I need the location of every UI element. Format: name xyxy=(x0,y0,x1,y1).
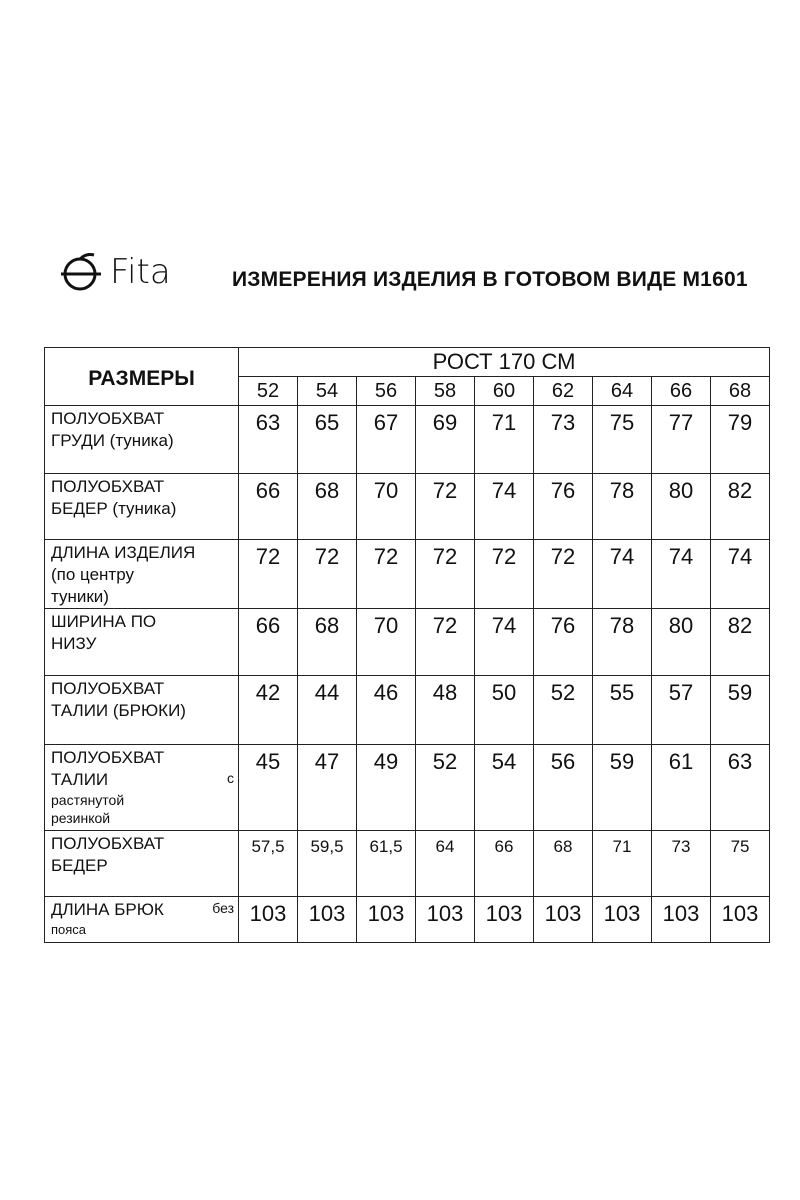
value-cell: 66 xyxy=(475,831,534,897)
table-row xyxy=(45,609,770,676)
row-label-line: туники) xyxy=(51,587,109,606)
value-cell: 67 xyxy=(357,406,416,474)
size-cell: 54 xyxy=(298,377,357,406)
value-cell: 46 xyxy=(357,676,416,745)
size-cell: 60 xyxy=(475,377,534,406)
value-cell: 76 xyxy=(534,609,593,676)
table-row xyxy=(45,540,770,609)
value-cell: 72 xyxy=(416,540,475,609)
row-label-text: ТАЛИИ xyxy=(51,770,109,789)
row-label xyxy=(45,609,239,676)
value-cell: 59 xyxy=(711,676,770,745)
row-label-line: БЕДЕР xyxy=(51,856,108,875)
brand-logo xyxy=(58,252,171,292)
row-label-line: ПОЛУОБХВАТ xyxy=(51,409,165,428)
row-label-line: резинкой xyxy=(51,810,111,826)
value-cell: 72 xyxy=(239,540,298,609)
row-label-line: растянутой xyxy=(51,792,125,808)
value-cell: 56 xyxy=(534,745,593,831)
value-cell: 66 xyxy=(239,609,298,676)
row-label-text: ДЛИНА БРЮК xyxy=(51,900,164,919)
row-label xyxy=(45,474,239,540)
value-cell: 71 xyxy=(593,831,652,897)
value-cell: 71 xyxy=(475,406,534,474)
value-cell: 74 xyxy=(711,540,770,609)
row-label xyxy=(45,745,239,831)
value-cell: 72 xyxy=(416,474,475,540)
value-cell: 72 xyxy=(298,540,357,609)
logo-text: Fita xyxy=(110,252,171,292)
row-label xyxy=(45,540,239,609)
value-cell: 79 xyxy=(711,406,770,474)
size-cell: 58 xyxy=(416,377,475,406)
value-cell: 61 xyxy=(652,745,711,831)
value-cell: 45 xyxy=(239,745,298,831)
value-cell: 72 xyxy=(357,540,416,609)
value-cell: 74 xyxy=(652,540,711,609)
value-cell: 78 xyxy=(593,609,652,676)
row-label-line: ПОЛУОБХВАТ xyxy=(51,477,165,496)
row-label-line xyxy=(51,899,234,921)
value-cell: 80 xyxy=(652,609,711,676)
value-cell: 44 xyxy=(298,676,357,745)
value-cell: 103 xyxy=(298,897,357,943)
row-label-line: ТАЛИИ (БРЮКИ) xyxy=(51,701,186,720)
value-cell: 72 xyxy=(416,609,475,676)
value-cell: 77 xyxy=(652,406,711,474)
table-row xyxy=(45,406,770,474)
value-cell: 103 xyxy=(534,897,593,943)
row-label-text: без xyxy=(212,900,234,916)
value-cell: 42 xyxy=(239,676,298,745)
page-title: ИЗМЕРЕНИЯ ИЗДЕЛИЯ В ГОТОВОМ ВИДЕ М1601 xyxy=(232,268,748,291)
value-cell: 64 xyxy=(416,831,475,897)
value-cell: 72 xyxy=(534,540,593,609)
value-cell: 48 xyxy=(416,676,475,745)
table-row xyxy=(45,676,770,745)
value-cell: 70 xyxy=(357,609,416,676)
value-cell: 57 xyxy=(652,676,711,745)
size-cell: 68 xyxy=(711,377,770,406)
value-cell: 73 xyxy=(534,406,593,474)
value-cell: 55 xyxy=(593,676,652,745)
size-chart-table xyxy=(44,347,770,943)
value-cell: 103 xyxy=(475,897,534,943)
value-cell: 103 xyxy=(711,897,770,943)
row-label-line: ПОЛУОБХВАТ xyxy=(51,679,165,698)
row-label-line: ПОЛУОБХВАТ xyxy=(51,834,165,853)
value-cell: 78 xyxy=(593,474,652,540)
value-cell: 70 xyxy=(357,474,416,540)
row-label-line: пояса xyxy=(51,922,87,937)
value-cell: 68 xyxy=(298,474,357,540)
row-label-line: ДЛИНА ИЗДЕЛИЯ xyxy=(51,543,196,562)
table-row xyxy=(45,474,770,540)
value-cell: 59,5 xyxy=(298,831,357,897)
height-header: РОСТ 170 СМ xyxy=(239,348,770,377)
value-cell: 52 xyxy=(534,676,593,745)
sizes-header: РАЗМЕРЫ xyxy=(45,348,239,406)
value-cell: 50 xyxy=(475,676,534,745)
value-cell: 52 xyxy=(416,745,475,831)
size-cell: 66 xyxy=(652,377,711,406)
size-cell: 62 xyxy=(534,377,593,406)
value-cell: 65 xyxy=(298,406,357,474)
table-row xyxy=(45,831,770,897)
row-label-line: ПОЛУОБХВАТ xyxy=(51,748,165,767)
row-label-line: ШИРИНА ПО xyxy=(51,612,157,631)
value-cell: 57,5 xyxy=(239,831,298,897)
value-cell: 61,5 xyxy=(357,831,416,897)
row-label xyxy=(45,676,239,745)
row-label xyxy=(45,897,239,943)
table-row xyxy=(45,745,770,831)
value-cell: 103 xyxy=(652,897,711,943)
size-cell: 64 xyxy=(593,377,652,406)
value-cell: 80 xyxy=(652,474,711,540)
value-cell: 59 xyxy=(593,745,652,831)
row-label xyxy=(45,406,239,474)
value-cell: 82 xyxy=(711,609,770,676)
value-cell: 63 xyxy=(711,745,770,831)
row-label-line: (по центру xyxy=(51,565,134,584)
row-label xyxy=(45,831,239,897)
value-cell: 49 xyxy=(357,745,416,831)
row-label-line: ГРУДИ (туника) xyxy=(51,431,174,450)
value-cell: 54 xyxy=(475,745,534,831)
value-cell: 74 xyxy=(475,609,534,676)
value-cell: 103 xyxy=(357,897,416,943)
value-cell: 69 xyxy=(416,406,475,474)
row-label-line: БЕДЕР (туника) xyxy=(51,499,177,518)
value-cell: 75 xyxy=(711,831,770,897)
value-cell: 76 xyxy=(534,474,593,540)
value-cell: 82 xyxy=(711,474,770,540)
value-cell: 66 xyxy=(239,474,298,540)
table-row xyxy=(45,897,770,943)
value-cell: 63 xyxy=(239,406,298,474)
value-cell: 103 xyxy=(593,897,652,943)
size-cell: 52 xyxy=(239,377,298,406)
value-cell: 73 xyxy=(652,831,711,897)
row-label-text: с xyxy=(227,770,234,786)
value-cell: 68 xyxy=(534,831,593,897)
row-label-line: НИЗУ xyxy=(51,634,97,653)
fita-logo-icon xyxy=(58,252,104,292)
value-cell: 74 xyxy=(475,474,534,540)
value-cell: 103 xyxy=(239,897,298,943)
value-cell: 68 xyxy=(298,609,357,676)
value-cell: 72 xyxy=(475,540,534,609)
size-cell: 56 xyxy=(357,377,416,406)
row-label-line xyxy=(51,769,234,791)
value-cell: 103 xyxy=(416,897,475,943)
value-cell: 74 xyxy=(593,540,652,609)
value-cell: 75 xyxy=(593,406,652,474)
value-cell: 47 xyxy=(298,745,357,831)
